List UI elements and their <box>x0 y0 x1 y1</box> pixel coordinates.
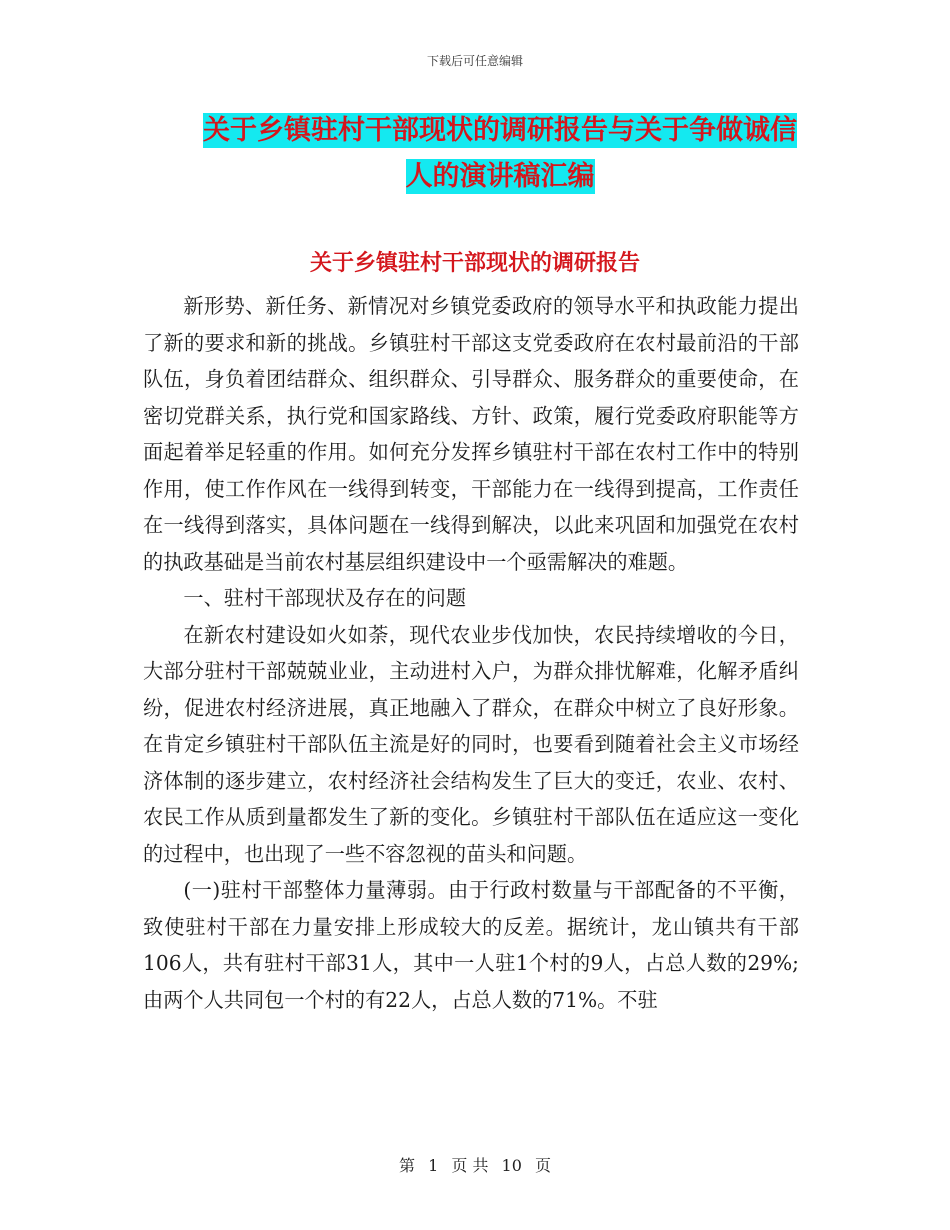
main-title-text: 关于乡镇驻村干部现状的调研报告与关于争做诚信人的演讲稿汇编 <box>203 115 797 192</box>
section-title: 关于乡镇驻村干部现状的调研报告 <box>309 250 640 276</box>
paragraph-weak-force: (一)驻村干部整体力量薄弱。由于行政村数量与干部配备的不平衡，致使驻村干部在力量安排上形成较大的反差。据统计，龙山镇共有干部106人，共有驻村干部31人，其中一人驻1个村的9人，占总人数的29%;由两个人共同包一个村的有22人，占总人数的71%。不驻 <box>143 878 799 1012</box>
footer-total-pages: 10 <box>501 1156 522 1175</box>
footer-prefix: 第 <box>398 1156 415 1175</box>
main-title <box>190 108 810 200</box>
footer-middle: 页 共 <box>451 1156 489 1175</box>
paragraph-current-status: 在新农村建设如火如荼，现代农业步伐加快，农民持续增收的今日，大部分驻村干部兢兢业业，主动进村入户，为群众排忧解难，化解矛盾纠纷，促进农村经济进展，真正地融入了群众，在群众中树立了良好形象。在肯定乡镇驻村干部队伍主流是好的同时，也要看到随着社会主义市场经济体制的逐步建立，农村经济社会结构发生了巨大的变迁，农业、农村、农民工作从质到量都发生了新的变化。乡镇驻村干部队伍在适应这一变化的过程中，也出现了一些不容忽视的苗头和问题。 <box>143 622 799 866</box>
page-footer <box>0 1153 950 1176</box>
footer-current-page: 1 <box>428 1156 439 1175</box>
paragraph-heading-1: 一、驻村干部现状及存在的问题 <box>183 586 467 610</box>
paragraph-intro: 新形势、新任务、新情况对乡镇党委政府的领导水平和执政能力提出了新的要求和新的挑战。乡镇驻村干部这支党委政府在农村最前沿的干部队伍，身负着团结群众、组织群众、引导群众、服务群众的重要使命，在密切党群关系，执行党和国家路线、方针、政策，履行党委政府职能等方面起着举足轻重的作用。如何充分发挥乡镇驻村干部在农村工作中的特别作用，使工作作风在一线得到转变，干部能力在一线得到提高，工作责任在一线得到落实，具体问题在一线得到解决，以此来巩固和加强党在农村的执政基础是当前农村基层组织建设中一个亟需解决的难题。 <box>143 294 799 574</box>
footer-suffix: 页 <box>535 1156 552 1175</box>
body-text <box>143 288 799 1018</box>
header-note: 下载后可任意编辑 <box>426 54 523 68</box>
